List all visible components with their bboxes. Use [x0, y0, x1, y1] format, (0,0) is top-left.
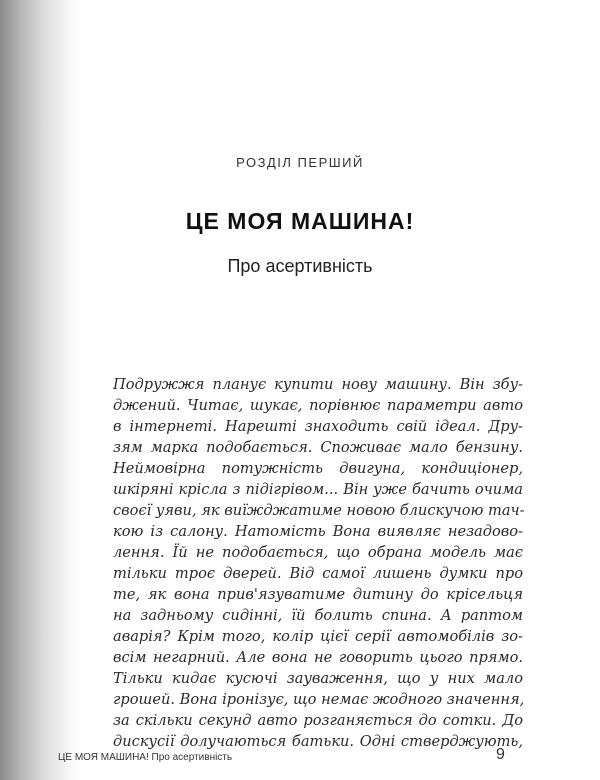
text-line: тільки троє дверей. Від самої лишень думки про	[113, 565, 523, 582]
body-text	[113, 374, 523, 752]
text-line: грошей. Вона іронізує, що немає жодного значення,	[113, 691, 525, 708]
text-line: шкіряні крісла з підігрівом... Він уже бачить очима	[113, 481, 523, 498]
running-footer: ЦЕ МОЯ МАШИНА! Про асертивність	[58, 752, 233, 763]
text-line: кою із салону. Натомість Вона виявляє незадово-	[113, 523, 523, 540]
text-line: на задньому сидінні, їй болить спина. А раптом	[113, 607, 523, 624]
text-line: Подружжя планує купити нову машину. Він збу-	[113, 376, 523, 393]
chapter-label: РОЗДІЛ ПЕРШИЙ	[236, 155, 364, 170]
page-gutter-shadow	[0, 0, 80, 780]
text-line: аварія? Крім того, колір цієї серії автомобілів зо-	[113, 628, 523, 645]
page-number: 9	[496, 746, 505, 763]
chapter-subtitle: Про асертивність	[227, 256, 373, 276]
text-line: лення. Їй не подобається, що обрана модель має	[113, 544, 523, 561]
text-line: дискусії долучаються батьки. Одні стверджують,	[113, 733, 523, 750]
text-line: джений. Читає, шукає, порівнює параметри авто	[113, 397, 523, 414]
text-line: всім негарний. Але вона не говорить цього прямо.	[113, 649, 523, 666]
text-line: в інтернеті. Нарешті знаходить свій ідеал. Дру-	[113, 418, 523, 435]
text-line: своєї уяви, як виїжджатиме новою блискучою тач-	[113, 502, 525, 519]
text-line: Неймовірна потужність двигуна, кондиціонер,	[113, 460, 523, 477]
text-line: те, як вона прив'язуватиме дитину до крісельця	[113, 586, 523, 603]
text-line: зям марка подобається. Споживає мало бензину.	[113, 439, 523, 456]
text-line: Тільки кидає кусючі зауваження, що у них мало	[113, 670, 523, 687]
chapter-title: ЦЕ МОЯ МАШИНА!	[185, 208, 415, 234]
text-line: за скільки секунд авто розганяється до сотки. До	[113, 712, 523, 729]
